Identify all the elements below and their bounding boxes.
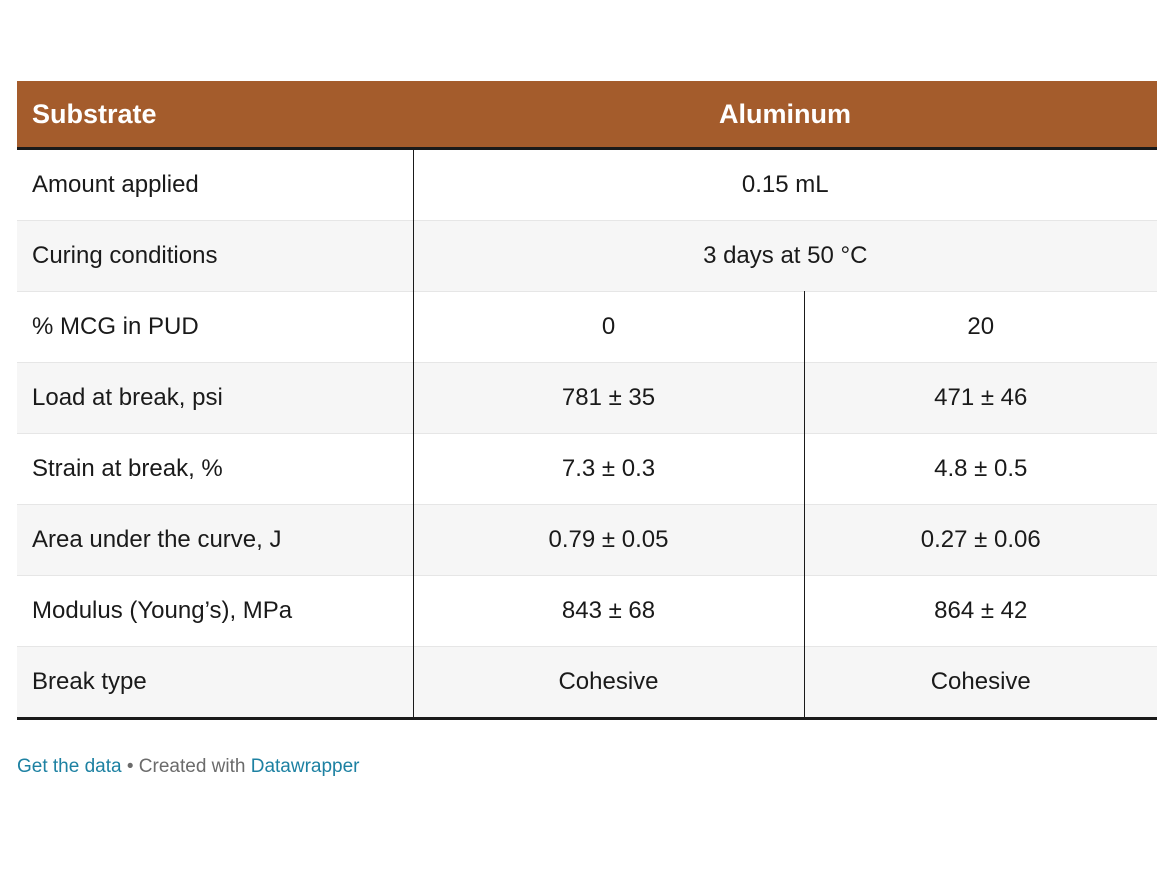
cell-value: 20 bbox=[804, 292, 1157, 363]
footer bbox=[17, 756, 360, 778]
cell-value: Cohesive bbox=[413, 647, 804, 719]
table-row bbox=[17, 434, 1157, 505]
table-row bbox=[17, 647, 1157, 719]
row-label: % MCG in PUD bbox=[17, 292, 413, 363]
cell-value: 0.79 ± 0.05 bbox=[413, 505, 804, 576]
cell-value: 843 ± 68 bbox=[413, 576, 804, 647]
table-row bbox=[17, 576, 1157, 647]
datawrapper-link[interactable]: Datawrapper bbox=[250, 756, 360, 777]
cell-value: 0.15 mL bbox=[413, 149, 1157, 221]
table-header-row bbox=[17, 81, 1157, 149]
row-label: Area under the curve, J bbox=[17, 505, 413, 576]
get-the-data-link[interactable]: Get the data bbox=[17, 756, 122, 777]
row-label: Break type bbox=[17, 647, 413, 719]
cell-value: 471 ± 46 bbox=[804, 363, 1157, 434]
data-table bbox=[17, 81, 1157, 720]
data-table-container bbox=[17, 81, 1157, 720]
cell-value: 0 bbox=[413, 292, 804, 363]
cell-value: 7.3 ± 0.3 bbox=[413, 434, 804, 505]
table-row bbox=[17, 363, 1157, 434]
row-label: Strain at break, % bbox=[17, 434, 413, 505]
table-row bbox=[17, 505, 1157, 576]
table-row bbox=[17, 221, 1157, 292]
table-row bbox=[17, 149, 1157, 221]
cell-value: 0.27 ± 0.06 bbox=[804, 505, 1157, 576]
row-label: Load at break, psi bbox=[17, 363, 413, 434]
cell-value: 3 days at 50 °C bbox=[413, 221, 1157, 292]
row-label: Modulus (Young’s), MPa bbox=[17, 576, 413, 647]
row-label: Amount applied bbox=[17, 149, 413, 221]
row-label: Curing conditions bbox=[17, 221, 413, 292]
cell-value: 781 ± 35 bbox=[413, 363, 804, 434]
header-aluminum: Aluminum bbox=[413, 81, 1157, 149]
cell-value: Cohesive bbox=[804, 647, 1157, 719]
table-row bbox=[17, 292, 1157, 363]
header-substrate: Substrate bbox=[17, 81, 413, 149]
cell-value: 864 ± 42 bbox=[804, 576, 1157, 647]
footer-separator: • Created with bbox=[121, 756, 251, 777]
cell-value: 4.8 ± 0.5 bbox=[804, 434, 1157, 505]
